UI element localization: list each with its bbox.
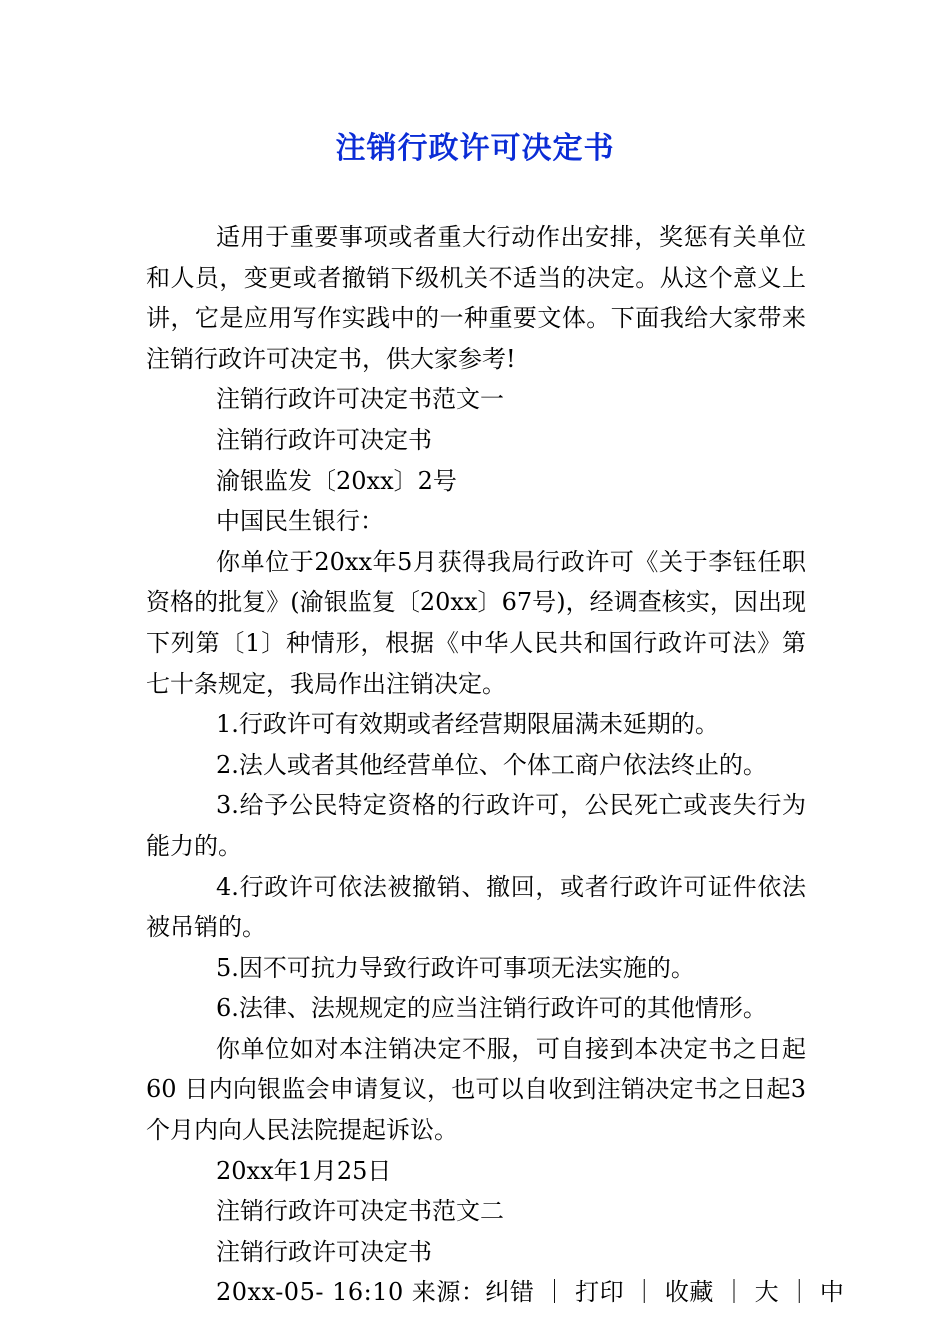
- source-meta-line: 20xx-05- 16:10 来源：纠错 ｜ 打印 ｜ 收藏 ｜ 大 ｜ 中: [216, 1278, 845, 1307]
- sample-heading-2: 注销行政许可决定书范文二: [216, 1197, 504, 1226]
- addressee: 中国民生银行：: [216, 507, 384, 536]
- list-item-5: 5.因不可抗力导致行政许可事项无法实施的。: [216, 953, 695, 982]
- appeal-paragraph: 你单位如对本注销决定不服，可自接到本决定书之日起60 日内向银监会申请复议，也可以自收到注销决定书之日起3个月内向人民法院提起诉讼。: [146, 1034, 806, 1145]
- sample-heading-1: 注销行政许可决定书范文一: [216, 385, 504, 414]
- doc-title-line-2: 注销行政许可决定书: [216, 1237, 432, 1266]
- list-item-2: 2.法人或者其他经营单位、个体工商户依法终止的。: [216, 750, 767, 779]
- list-item-1: 1.行政许可有效期或者经营期限届满未延期的。: [216, 710, 719, 739]
- body-paragraph: 你单位于20xx年5月获得我局行政许可《关于李钰任职资格的批复》(渝银监复〔20xx〕67号)，经调查核实，因出现下列第〔1〕种情形，根据《中华人民共和国行政许可法》第七十条规定，我局作出注销决定。: [146, 547, 806, 698]
- list-item-4: 4.行政许可依法被撤销、撤回，或者行政许可证件依法被吊销的。: [146, 872, 806, 942]
- issue-date: 20xx年1月25日: [216, 1156, 392, 1185]
- document-body: [146, 217, 845, 1313]
- list-item-6: 6.法律、法规规定的应当注销行政许可的其他情形。: [216, 994, 767, 1023]
- intro-paragraph: 适用于重要事项或者重大行动作出安排，奖惩有关单位和人员，变更或者撤销下级机关不适当的决定。从这个意义上讲，它是应用写作实践中的一种重要文体。下面我给大家带来注销行政许可决定书，供大家参考!: [146, 223, 806, 373]
- document-title: 注销行政许可决定书: [335, 131, 615, 166]
- list-item-3: 3.给予公民特定资格的行政许可，公民死亡或丧失行为能力的。: [146, 791, 806, 860]
- doc-title-line-1: 注销行政许可决定书: [216, 425, 432, 454]
- doc-number: 渝银监发〔20xx〕2号: [216, 466, 457, 495]
